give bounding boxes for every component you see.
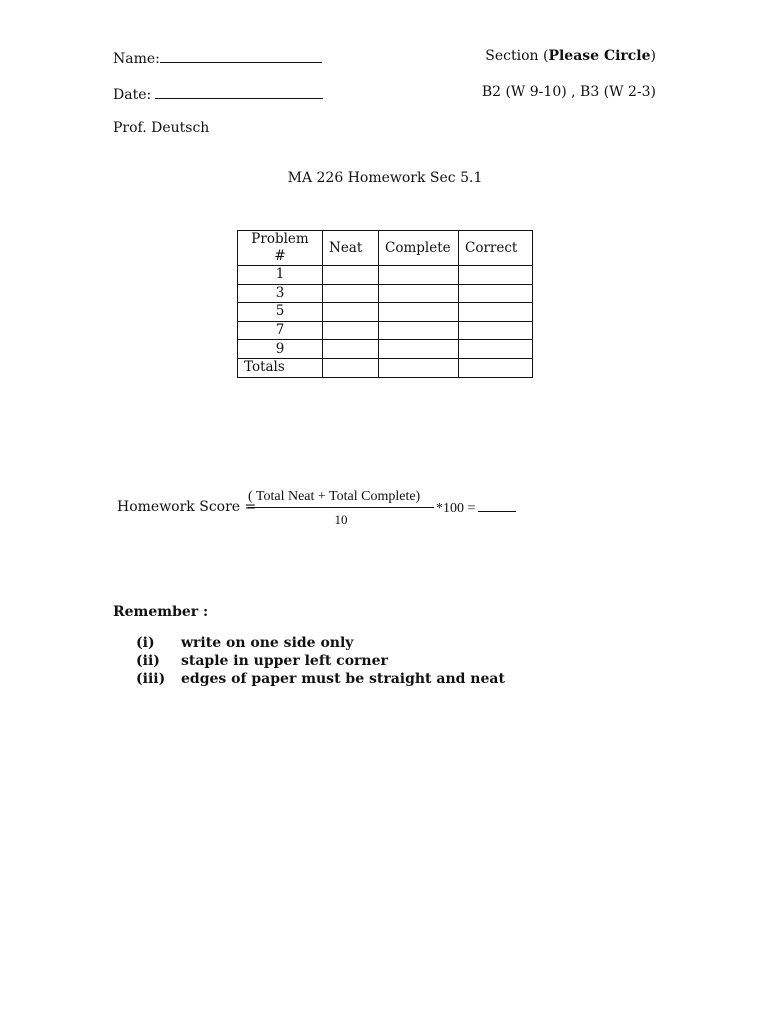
neat-cell (323, 321, 379, 340)
name-field (113, 48, 322, 67)
neat-cell (323, 284, 379, 303)
remember-heading: Remember : (113, 604, 209, 620)
table-row (238, 303, 533, 322)
problem-number: 7 (238, 321, 323, 340)
score-blank (478, 499, 516, 512)
table-row (238, 284, 533, 303)
problem-number: 3 (238, 284, 323, 303)
problem-number: 5 (238, 303, 323, 322)
name-label: Name: (113, 51, 160, 67)
complete-cell (379, 266, 459, 285)
column-header-problem: Problem # (238, 231, 323, 266)
complete-cell (379, 284, 459, 303)
section-prefix: Section ( (485, 48, 549, 64)
totals-row (238, 358, 533, 377)
professor-name: Prof. Deutsch (113, 120, 210, 136)
complete-cell (379, 303, 459, 322)
fraction-denominator: 10 (334, 512, 348, 527)
column-header-correct: Correct (459, 231, 533, 266)
correct-cell (459, 284, 533, 303)
neat-cell (323, 340, 379, 359)
section-bold: Please Circle (548, 48, 651, 64)
neat-cell (323, 303, 379, 322)
score-multiplier-text: *100 = (436, 501, 476, 516)
list-item-text: edges of paper must be straight and neat (181, 671, 505, 687)
table-row (238, 266, 533, 285)
date-field (113, 84, 323, 103)
section-suffix: ) (650, 48, 656, 64)
neat-total-cell (323, 358, 379, 377)
page-title: MA 226 Homework Sec 5.1 (287, 170, 483, 186)
list-item-text: write on one side only (181, 635, 354, 651)
list-item-number: (ii) (136, 653, 160, 669)
name-blank (160, 48, 322, 63)
complete-cell (379, 321, 459, 340)
table-row (238, 340, 533, 359)
fraction-bar (248, 507, 434, 508)
date-label: Date: (113, 87, 152, 103)
totals-label: Totals (238, 358, 323, 377)
complete-total-cell (379, 358, 459, 377)
grade-table (237, 230, 533, 378)
list-item-text: staple in upper left corner (181, 653, 388, 669)
correct-cell (459, 321, 533, 340)
table-header-row (238, 231, 533, 266)
problem-number: 1 (238, 266, 323, 285)
list-item-number: (iii) (136, 671, 166, 687)
complete-cell (379, 340, 459, 359)
fraction-numerator: ( Total Neat + Total Complete) (248, 489, 421, 504)
column-header-complete: Complete (379, 231, 459, 266)
problem-number: 9 (238, 340, 323, 359)
correct-cell (459, 266, 533, 285)
correct-cell (459, 340, 533, 359)
date-blank (155, 84, 323, 99)
correct-cell (459, 303, 533, 322)
neat-cell (323, 266, 379, 285)
homework-score-label: Homework Score = (117, 499, 257, 515)
section-instruction (485, 48, 656, 64)
table-row (238, 321, 533, 340)
section-options: B2 (W 9-10) , B3 (W 2-3) (481, 84, 656, 100)
list-item-number: (i) (136, 635, 155, 651)
column-header-neat: Neat (323, 231, 379, 266)
score-multiplier (436, 499, 516, 517)
correct-total-cell (459, 358, 533, 377)
